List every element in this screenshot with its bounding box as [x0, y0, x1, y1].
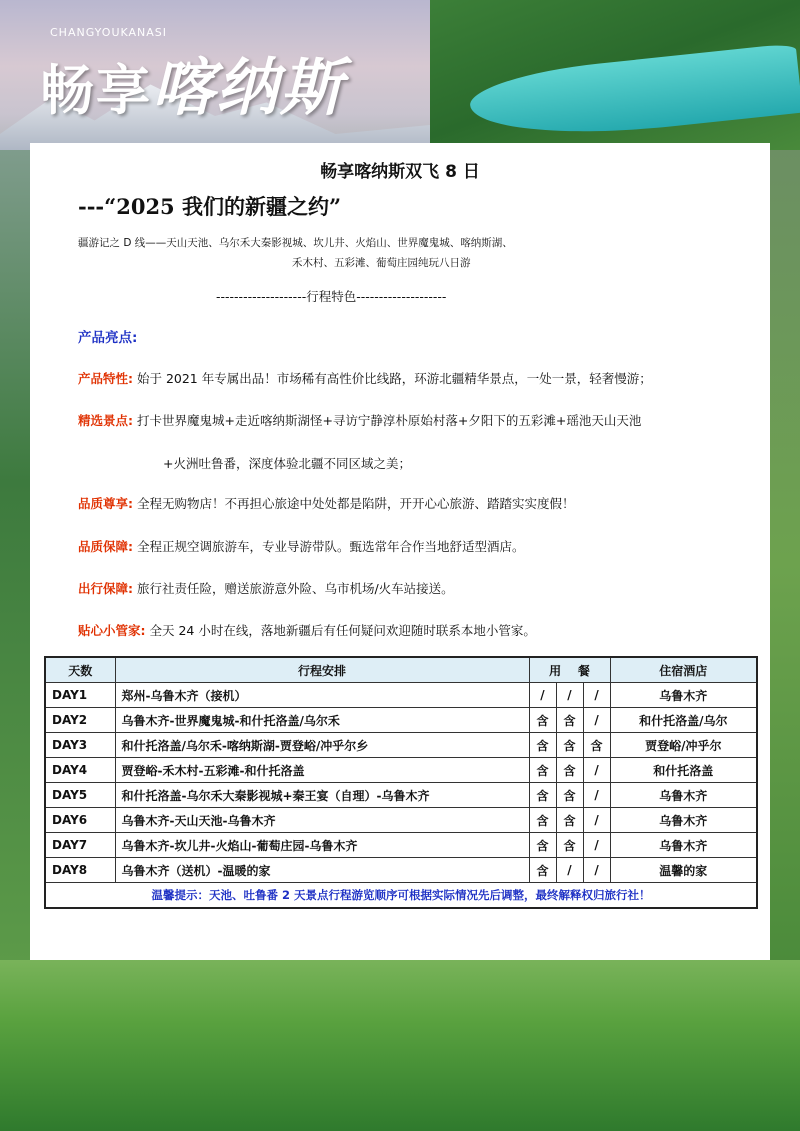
travel-tip: 温馨提示：天池、吐鲁番 2 天景点行程游览顺序可根据实际情况先后调整，最终解释权归旅行社！: [45, 883, 757, 909]
hotel-cell: 温馨的家: [610, 858, 757, 883]
header-day: 天数: [45, 657, 115, 683]
lunch-cell: 含: [556, 758, 583, 783]
logo-chinese-text: [40, 38, 344, 127]
table-row: [45, 783, 757, 808]
breakfast-cell: 含: [529, 708, 556, 733]
lunch-cell: 含: [556, 733, 583, 758]
table-row: [45, 808, 757, 833]
table-row: [45, 733, 757, 758]
feature-attractions: [78, 411, 641, 429]
right-scenery-strip: [770, 150, 800, 980]
hotel-cell: 乌鲁木齐: [610, 833, 757, 858]
feature-concierge: [78, 621, 536, 639]
day-cell: DAY6: [45, 808, 115, 833]
feature-quality-guarantee: [78, 537, 524, 555]
lunch-cell: 含: [556, 708, 583, 733]
feature-label: 品质保障:: [78, 539, 133, 554]
feature-product: [78, 369, 652, 387]
route-description-line1: 疆游记之 D 线——天山天池、乌尔禾大秦影视城、坎儿井、火焰山、世界魔鬼城、喀纳斯湖、: [78, 237, 513, 249]
table-row: [45, 833, 757, 858]
breakfast-cell: 含: [529, 833, 556, 858]
dinner-cell: /: [583, 783, 610, 808]
schedule-cell: 乌鲁木齐-天山天池-乌鲁木齐: [115, 808, 529, 833]
day-cell: DAY3: [45, 733, 115, 758]
breakfast-cell: 含: [529, 808, 556, 833]
day-cell: DAY4: [45, 758, 115, 783]
day-cell: DAY8: [45, 858, 115, 883]
feature-text: 全天 24 小时在线，落地新疆后有任何疑问欢迎随时联系本地小管家。: [145, 623, 536, 638]
dinner-cell: /: [583, 833, 610, 858]
schedule-cell: 乌鲁木齐（送机）-温暖的家: [115, 858, 529, 883]
day-cell: DAY7: [45, 833, 115, 858]
table-row: [45, 708, 757, 733]
feature-text: 始于 2021 年专属出品！市场稀有高性价比线路，环游北疆精华景点，一处一景，轻奢慢游；: [133, 371, 652, 386]
schedule-cell: 郑州-乌鲁木齐（接机）: [115, 683, 529, 708]
itinerary-document: [30, 143, 770, 960]
schedule-cell: 乌鲁木齐-世界魔鬼城-和什托洛盖/乌尔禾: [115, 708, 529, 733]
feature-text: 打卡世界魔鬼城+走近喀纳斯湖怪+寻访宁静淳朴原始村落+夕阳下的五彩滩+瑶池天山天池: [133, 413, 642, 428]
header-hotel: 住宿酒店: [610, 657, 757, 683]
hotel-cell: 和什托洛盖: [610, 758, 757, 783]
schedule-cell: 和什托洛盖-乌尔禾大秦影视城+秦王宴（自理）-乌鲁木齐: [115, 783, 529, 808]
day-cell: DAY1: [45, 683, 115, 708]
lunch-cell: /: [556, 858, 583, 883]
hotel-cell: 贾登峪/冲乎尔: [610, 733, 757, 758]
grassland-footer: [0, 960, 800, 1131]
dinner-cell: 含: [583, 733, 610, 758]
section-divider: --------------------行程特色--------------------: [216, 289, 447, 304]
dinner-cell: /: [583, 808, 610, 833]
lunch-cell: 含: [556, 808, 583, 833]
hotel-cell: 乌鲁木齐: [610, 808, 757, 833]
feature-text: 全程无购物店！不再担心旅途中处处都是陷阱，开开心心旅游、踏踏实实度假！: [133, 496, 575, 511]
page-title: 畅享喀纳斯双飞 8 日: [320, 162, 480, 182]
header-schedule: 行程安排: [115, 657, 529, 683]
logo-prefix: 畅享: [40, 59, 152, 122]
dinner-cell: /: [583, 683, 610, 708]
feature-text: 旅行社责任险，赠送旅游意外险、乌市机场/火车站接送。: [133, 581, 454, 596]
left-scenery-strip: [0, 150, 30, 980]
table-header-row: [45, 657, 757, 683]
schedule-cell: 和什托洛盖/乌尔禾-喀纳斯湖-贾登峪/冲乎尔乡: [115, 733, 529, 758]
feature-text: 全程正规空调旅游车，专业导游带队。甄选常年合作当地舒适型酒店。: [133, 539, 525, 554]
feature-label: 品质尊享:: [78, 496, 133, 511]
hotel-cell: 和什托洛盖/乌尔: [610, 708, 757, 733]
breakfast-cell: /: [529, 683, 556, 708]
breakfast-cell: 含: [529, 733, 556, 758]
header-meals: 用 餐: [529, 657, 610, 683]
breakfast-cell: 含: [529, 858, 556, 883]
feature-label: 出行保障:: [78, 581, 133, 596]
lunch-cell: /: [556, 683, 583, 708]
breakfast-cell: 含: [529, 758, 556, 783]
logo-english-text: CHANGYOUKANASI: [50, 26, 168, 39]
page-subtitle: ---“2025 我们的新疆之约”: [78, 194, 342, 219]
route-description-line2: 禾木村、五彩滩、葡萄庄园纯玩八日游: [292, 257, 471, 269]
table-tip-row: [45, 883, 757, 909]
schedule-cell: 乌鲁木齐-坎儿井-火焰山-葡萄庄园-乌鲁木齐: [115, 833, 529, 858]
lunch-cell: 含: [556, 833, 583, 858]
hotel-cell: 乌鲁木齐: [610, 683, 757, 708]
dinner-cell: /: [583, 858, 610, 883]
itinerary-table: [44, 656, 758, 909]
table-row: [45, 683, 757, 708]
dinner-cell: /: [583, 708, 610, 733]
feature-label: 贴心小管家:: [78, 623, 146, 638]
day-cell: DAY2: [45, 708, 115, 733]
feature-travel-guarantee: [78, 579, 454, 597]
feature-label: 精选景点:: [78, 413, 133, 428]
table-row: [45, 858, 757, 883]
dinner-cell: /: [583, 758, 610, 783]
table-row: [45, 758, 757, 783]
schedule-cell: 贾登峪-禾木村-五彩滩-和什托洛盖: [115, 758, 529, 783]
breakfast-cell: 含: [529, 783, 556, 808]
logo-script: 喀纳斯: [152, 51, 345, 124]
feature-quality-premium: [78, 494, 574, 512]
day-cell: DAY5: [45, 783, 115, 808]
highlights-heading: 产品亮点:: [78, 330, 138, 346]
hotel-cell: 乌鲁木齐: [610, 783, 757, 808]
feature-attractions-continued: +火洲吐鲁番，深度体验北疆不同区域之美；: [163, 456, 411, 471]
lunch-cell: 含: [556, 783, 583, 808]
feature-label: 产品特性:: [78, 371, 133, 386]
